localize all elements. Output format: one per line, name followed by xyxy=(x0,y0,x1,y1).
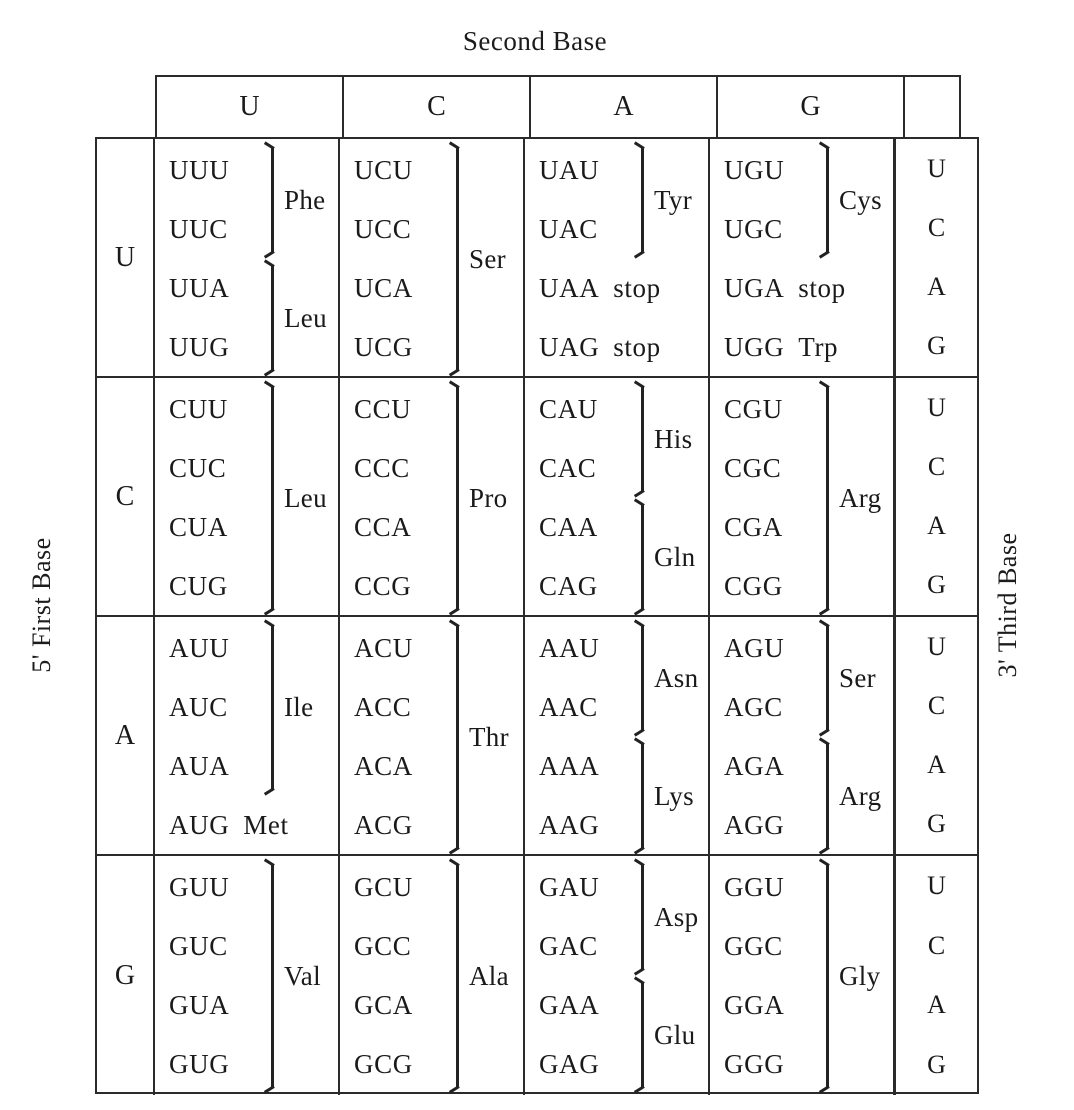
codon-bracket-group xyxy=(818,619,876,737)
codon-label: CGG xyxy=(724,571,783,601)
codon-label: UGG Trp xyxy=(724,332,839,362)
codon-bracket-group xyxy=(818,141,882,259)
codon-bracket-group xyxy=(818,380,881,616)
codon-label: GCU xyxy=(354,872,413,902)
amino-acid-label: Ala xyxy=(469,960,509,991)
brace-icon xyxy=(633,141,649,259)
codon-bracket-group xyxy=(448,858,509,1094)
codon-label: GGC xyxy=(724,931,783,961)
codon-label: GCA xyxy=(354,990,413,1020)
third-base-label-g: G xyxy=(927,1050,946,1080)
codon-label: AUG Met xyxy=(169,810,289,840)
codon-label: CUC xyxy=(169,453,227,483)
codon-cell xyxy=(340,856,525,1095)
header-cell-a: A xyxy=(531,77,718,137)
codon-label: UCA xyxy=(354,273,413,303)
amino-acid-label: Met xyxy=(243,810,289,840)
codon-label: AAU xyxy=(539,633,600,663)
codon-label: GGA xyxy=(724,990,785,1020)
header-cell-g: G xyxy=(718,77,905,137)
codon-label: CAG xyxy=(539,571,598,601)
codon-label: GGG xyxy=(724,1049,785,1079)
third-base-label-c: C xyxy=(927,212,946,242)
third-base-label-u: U xyxy=(927,153,946,183)
table-body xyxy=(95,137,979,1094)
amino-acid-label: Lys xyxy=(654,780,694,811)
codon-label: AAG xyxy=(539,810,600,840)
codon-label: UUC xyxy=(169,214,228,244)
codon-label: GCC xyxy=(354,931,412,961)
table-row xyxy=(97,617,977,856)
codon-label: CUG xyxy=(169,571,228,601)
codon-bracket-group xyxy=(448,380,507,616)
codon-bracket-group xyxy=(263,259,327,377)
amino-acid-label: Leu xyxy=(284,482,327,513)
codon-label: CCC xyxy=(354,453,410,483)
brace-icon xyxy=(633,380,649,498)
codon-cell xyxy=(525,139,710,376)
codon-label: GAA xyxy=(539,990,600,1020)
codon-bracket-group xyxy=(633,380,692,498)
codon-label: UAA stop xyxy=(539,273,661,303)
amino-acid-label: Phe xyxy=(284,184,326,215)
codon-label: CGC xyxy=(724,453,782,483)
third-base-cell xyxy=(895,617,977,854)
third-base-label-g: G xyxy=(927,570,946,600)
amino-acid-label: Tyr xyxy=(654,184,692,215)
codon-label: UGA stop xyxy=(724,273,846,303)
amino-acid-label: Arg xyxy=(839,780,882,811)
codon-bracket-group xyxy=(448,141,506,377)
third-base-label-u: U xyxy=(927,392,946,422)
third-base-label-g: G xyxy=(927,331,946,361)
third-base-cell xyxy=(895,139,977,376)
second-base-title: Second Base xyxy=(462,26,608,56)
third-base-label-a: A xyxy=(927,750,946,780)
amino-acid-label: Arg xyxy=(839,482,882,513)
brace-icon xyxy=(633,737,649,855)
codon-label: UCC xyxy=(354,214,412,244)
codon-label: UAC xyxy=(539,214,598,244)
third-base-axis-label: 3' Third Base xyxy=(993,532,1022,678)
codon-label: AGG xyxy=(724,810,785,840)
codon-bracket-group xyxy=(633,858,698,976)
codon-bracket-group xyxy=(633,737,694,855)
codon-cell xyxy=(710,617,895,854)
codon-cell xyxy=(340,139,525,376)
amino-acid-label: Ser xyxy=(469,243,506,274)
codon-label: CUA xyxy=(169,512,228,542)
codon-label: CCG xyxy=(354,571,412,601)
codon-label: GUG xyxy=(169,1049,230,1079)
brace-icon xyxy=(818,141,834,259)
codon-label: AUU xyxy=(169,633,230,663)
third-base-label-c: C xyxy=(927,930,946,960)
brace-icon xyxy=(263,141,279,259)
codon-cell xyxy=(710,378,895,615)
codon-cell xyxy=(525,378,710,615)
codon-cell xyxy=(155,139,340,376)
third-base-cell xyxy=(895,856,977,1095)
codon-label: ACA xyxy=(354,751,413,781)
codon-cell xyxy=(155,617,340,854)
amino-acid-label: Gln xyxy=(654,541,696,572)
codon-label: CGA xyxy=(724,512,783,542)
codon-label: AUA xyxy=(169,751,230,781)
first-base-cell-g: G xyxy=(97,856,155,1095)
codon-label: AGC xyxy=(724,692,783,722)
codon-label: UGC xyxy=(724,214,783,244)
codon-label: GAU xyxy=(539,872,600,902)
brace-icon xyxy=(263,858,279,1094)
third-base-label-a: A xyxy=(927,990,946,1020)
codon-cell xyxy=(525,856,710,1095)
codon-label: CCA xyxy=(354,512,412,542)
amino-acid-label: stop xyxy=(613,332,661,362)
codon-label: AAA xyxy=(539,751,600,781)
brace-icon xyxy=(263,380,279,616)
codon-cell xyxy=(710,139,895,376)
first-base-cell-c: C xyxy=(97,378,155,615)
codon-label: GCG xyxy=(354,1049,413,1079)
brace-icon xyxy=(263,619,279,796)
codon-label: GUA xyxy=(169,990,230,1020)
codon-cell xyxy=(340,617,525,854)
brace-icon xyxy=(633,498,649,616)
codon-bracket-group xyxy=(263,380,327,616)
third-base-label-c: C xyxy=(927,690,946,720)
third-base-label-a: A xyxy=(927,272,946,302)
codon-label: ACC xyxy=(354,692,412,722)
codon-cell xyxy=(155,856,340,1095)
codon-bracket-group xyxy=(818,737,881,855)
codon-bracket-group xyxy=(633,141,692,259)
codon-label: CGU xyxy=(724,394,783,424)
brace-icon xyxy=(818,858,834,1094)
header-cell-c: C xyxy=(344,77,531,137)
header-cell-corner xyxy=(905,77,977,137)
codon-label: UGU xyxy=(724,155,785,185)
amino-acid-label: Trp xyxy=(798,332,839,362)
brace-icon xyxy=(818,380,834,616)
table-row xyxy=(97,856,977,1095)
brace-icon xyxy=(633,976,649,1094)
amino-acid-label: His xyxy=(654,423,693,454)
codon-label: UUU xyxy=(169,155,230,185)
codon-bracket-group xyxy=(633,498,695,616)
codon-label: CAC xyxy=(539,453,597,483)
table-row xyxy=(97,378,977,617)
amino-acid-label: Glu xyxy=(654,1019,696,1050)
codon-label: GAC xyxy=(539,931,598,961)
codon-label: GUC xyxy=(169,931,228,961)
amino-acid-label: Ser xyxy=(839,662,876,693)
amino-acid-label: Thr xyxy=(469,721,509,752)
amino-acid-label: Asp xyxy=(654,901,699,932)
brace-icon xyxy=(633,858,649,976)
third-base-cell xyxy=(895,378,977,615)
codon-bracket-group xyxy=(263,619,313,796)
amino-acid-label: Val xyxy=(284,960,321,991)
amino-acid-label: Gly xyxy=(839,960,881,991)
codon-label: CAU xyxy=(539,394,598,424)
codon-label: GUU xyxy=(169,872,230,902)
brace-icon xyxy=(448,619,464,855)
codon-bracket-group xyxy=(818,858,880,1094)
third-base-label-a: A xyxy=(927,511,946,541)
brace-icon xyxy=(263,259,279,377)
codon-cell xyxy=(525,617,710,854)
first-base-cell-u: U xyxy=(97,139,155,376)
codon-label: AUC xyxy=(169,692,228,722)
codon-label: CCU xyxy=(354,394,412,424)
first-base-axis-label: 5' First Base xyxy=(27,537,56,673)
codon-label: AGA xyxy=(724,751,785,781)
amino-acid-label: Leu xyxy=(284,302,327,333)
first-base-cell-a: A xyxy=(97,617,155,854)
amino-acid-label: stop xyxy=(613,273,661,303)
codon-label: AGU xyxy=(724,633,785,663)
codon-cell xyxy=(710,856,895,1095)
amino-acid-label: Ile xyxy=(284,692,314,722)
codon-label: GAG xyxy=(539,1049,600,1079)
third-base-label-c: C xyxy=(927,451,946,481)
brace-icon xyxy=(818,737,834,855)
codon-bracket-group xyxy=(633,619,698,737)
table-row xyxy=(97,139,977,378)
codon-cell xyxy=(155,378,340,615)
third-base-label-g: G xyxy=(927,809,946,839)
codon-label: CUU xyxy=(169,394,228,424)
codon-label: UUA xyxy=(169,273,230,303)
codon-cell xyxy=(340,378,525,615)
codon-label: UAG stop xyxy=(539,332,661,362)
codon-bracket-group xyxy=(633,976,695,1094)
brace-icon xyxy=(448,141,464,377)
third-base-label-u: U xyxy=(927,631,946,661)
codon-label: GGU xyxy=(724,872,785,902)
codon-label: ACU xyxy=(354,633,413,663)
third-base-label-u: U xyxy=(927,870,946,900)
genetic-code-table xyxy=(95,75,979,1094)
codon-bracket-group xyxy=(263,141,325,259)
brace-icon xyxy=(448,380,464,616)
amino-acid-label: Asn xyxy=(654,662,699,693)
codon-label: UAU xyxy=(539,155,600,185)
header-cell-u: U xyxy=(157,77,344,137)
codon-label: ACG xyxy=(354,810,413,840)
brace-icon xyxy=(818,619,834,737)
second-base-header-row xyxy=(155,75,961,137)
amino-acid-label: Cys xyxy=(839,184,882,215)
codon-label: UCG xyxy=(354,332,413,362)
codon-bracket-group xyxy=(448,619,509,855)
codon-label: AAC xyxy=(539,692,598,722)
codon-label: UUG xyxy=(169,332,230,362)
codon-bracket-group xyxy=(263,858,321,1094)
amino-acid-label: Pro xyxy=(469,482,508,513)
brace-icon xyxy=(633,619,649,737)
brace-icon xyxy=(448,858,464,1094)
codon-label: UCU xyxy=(354,155,413,185)
amino-acid-label: stop xyxy=(798,273,846,303)
codon-label: CAA xyxy=(539,512,598,542)
